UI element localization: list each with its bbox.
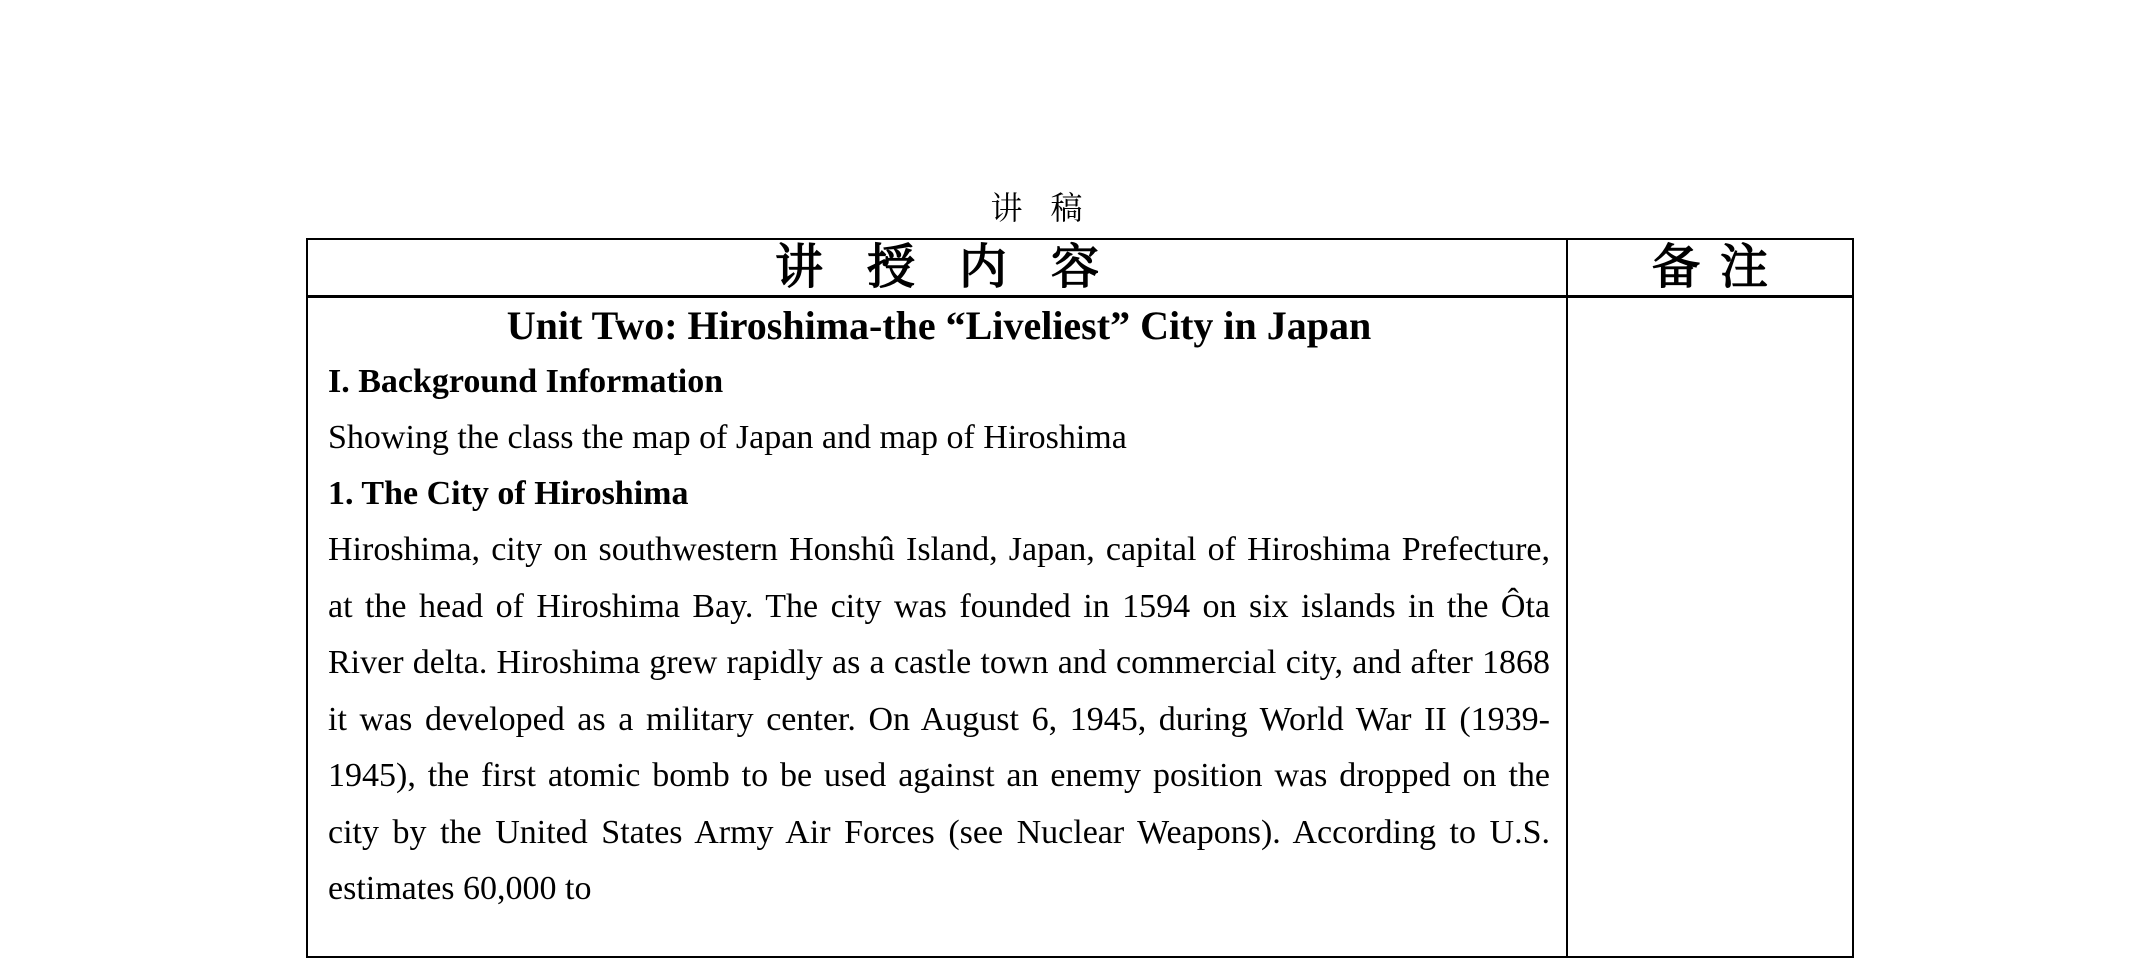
lecture-table xyxy=(306,238,1854,958)
header-lecture-content: 讲授内容 xyxy=(774,239,1143,295)
column-divider xyxy=(1566,240,1568,956)
table-header-row xyxy=(308,240,1852,298)
intro-line: Showing the class the map of Japan and map of Hiroshima xyxy=(328,419,1127,456)
section-heading-background: I. Background Information xyxy=(328,363,724,400)
paragraph-city-description: Hiroshima, city on southwestern Honshû Island, Japan, capital of Hiroshima Prefecture, at the head of Hiroshima Bay. The city was founded in 1594 on six islands in the Ôta River delta. Hiroshima grew rapidly as a castle town and commercial city, and after 1868 it was developed as a military center. On August 6, 1945, during World War II (1939-1945), the first atomic bomb to be used against an enemy position was dropped on the city by the United States Army Air Forces (see Nuclear Weapons). According to U.S. estimates 60,000 to xyxy=(328,531,1550,907)
subsection-heading-city: 1. The City of Hiroshima xyxy=(328,475,689,512)
document-title: 讲稿 xyxy=(990,189,1111,227)
unit-title: Unit Two: Hiroshima-the “Liveliest” City in Japan xyxy=(506,303,1372,348)
lecture-content-cell xyxy=(328,298,1550,918)
header-remarks: 备注 xyxy=(1651,239,1788,295)
